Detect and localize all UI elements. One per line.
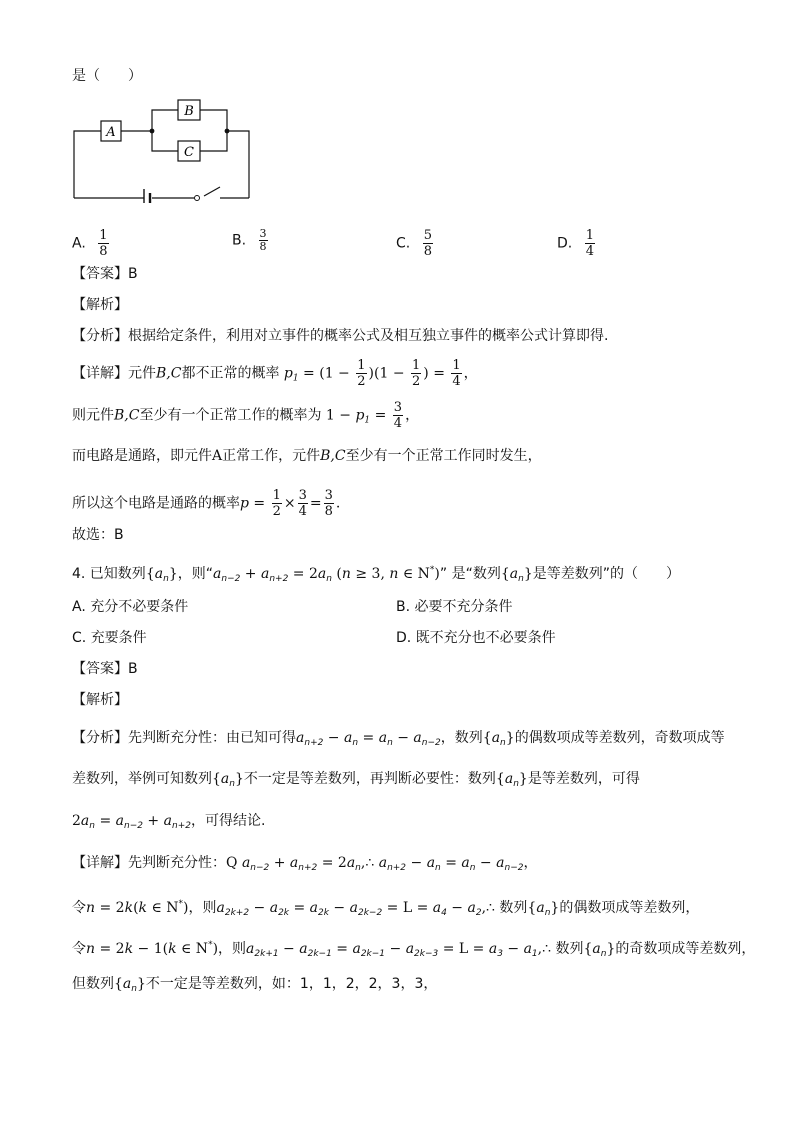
- option-a[interactable]: A. $\frac{1}{8}$: [72, 228, 108, 259]
- q4-option-a[interactable]: A. 充分不必要条件: [72, 599, 189, 615]
- option-b[interactable]: B. $\frac{3}{8}$: [232, 227, 267, 253]
- detail-line-3: 而电路是通路，即元件A正常工作，元件B,C至少有一个正常工作同时发生，: [72, 448, 542, 464]
- analysis-heading: 【解析】: [72, 297, 128, 313]
- detail-line-4: 所以这个电路是通路的概率p = $\frac{1}{2}$ × $\frac{3}{4}$ = $\frac{3}{8}$ .: [72, 488, 341, 519]
- analysis-fenxi: 【分析】根据给定条件，利用对立事件的概率公式及相互独立事件的概率公式计算即得.: [72, 328, 609, 344]
- q4-analysis-heading: 【解析】: [72, 692, 128, 708]
- q4-option-c[interactable]: C. 充要条件: [72, 630, 147, 646]
- q4-detail-line-4: 但数列$\{a_n\}$不一定是等差数列，如：1，1，2，2，3，3，: [72, 976, 438, 994]
- q4-option-d[interactable]: D. 既不充分也不必要条件: [396, 630, 556, 646]
- detail-line-1: 【详解】元件B,C都不正常的概率 $p_1 = (1$ − $\frac{1}{2}$ )(1 − $\frac{1}{2}$ ) = $\frac{1}{4}$ ，: [72, 358, 478, 389]
- q4-option-b[interactable]: B. 必要不充分条件: [396, 599, 513, 615]
- detail-line-2: 则元件B,C至少有一个正常工作的概率为 $1 - p_1$ = $\frac{3}{4}$ ，: [72, 400, 420, 431]
- choose-answer: 故选：B: [72, 527, 124, 543]
- q4-detail-line-2: 令n = 2k(k ∈ N*)，则$a_{2k+2} - a_{2k} = a_{2k} - a_{2k-2} = L = a_4$ − $a_2,\therefore$ 数列$\{a_n\}$的偶数项成等差数列，: [72, 899, 700, 918]
- option-c[interactable]: C. $\frac{5}{8}$: [396, 228, 432, 259]
- element-b-label: B: [184, 104, 194, 119]
- q4-stem: 4. 已知数列$\{a_n\}$，则“$a_{n-2} + a_{n+2} = 2a_n$ (n ≥ 3, n ∈ N*)” 是“数列$\{a_n\}$是等差数列”的（ ）: [72, 565, 681, 584]
- q4-detail-line-1: 【详解】先判断充分性：Q $a_{n-2} + a_{n+2}$ = $2a_n,\therefore$ $a_{n+2} - a_n = a_n - a_{n-2}$，: [72, 855, 538, 873]
- q4-fenxi-line-3: $2a_n = a_{n-2} + a_{n+2}$，可得结论.: [72, 813, 266, 831]
- answer-label: 【答案】B: [72, 266, 138, 282]
- option-d[interactable]: D. $\frac{1}{4}$: [557, 228, 594, 259]
- question-stem-tail: 是（ ）: [72, 68, 142, 84]
- q4-answer-label: 【答案】B: [72, 661, 138, 677]
- q4-fenxi-line-2: 差数列，举例可知数列$\{a_n\}$不一定是等差数列，再判断必要性：数列$\{a_n\}$是等差数列，可得: [72, 771, 640, 789]
- element-a-label: A: [106, 125, 116, 140]
- circuit-diagram: [70, 95, 255, 203]
- element-c-label: C: [184, 145, 194, 160]
- q4-fenxi-line-1: 【分析】先判断充分性：由已知可得$a_{n+2} - a_n = a_n - a_{n-2}$，数列$\{a_n\}$的偶数项成等差数列，奇数项成等: [72, 730, 725, 748]
- q4-detail-line-3: 令n = 2k − 1(k ∈ N*)，则$a_{2k+1} - a_{2k-1} = a_{2k-1} - a_{2k-3} = L = a_3$ − $a_1,\therefore$ 数列$\{a_n\}$的奇数项成等差数列，: [72, 940, 756, 959]
